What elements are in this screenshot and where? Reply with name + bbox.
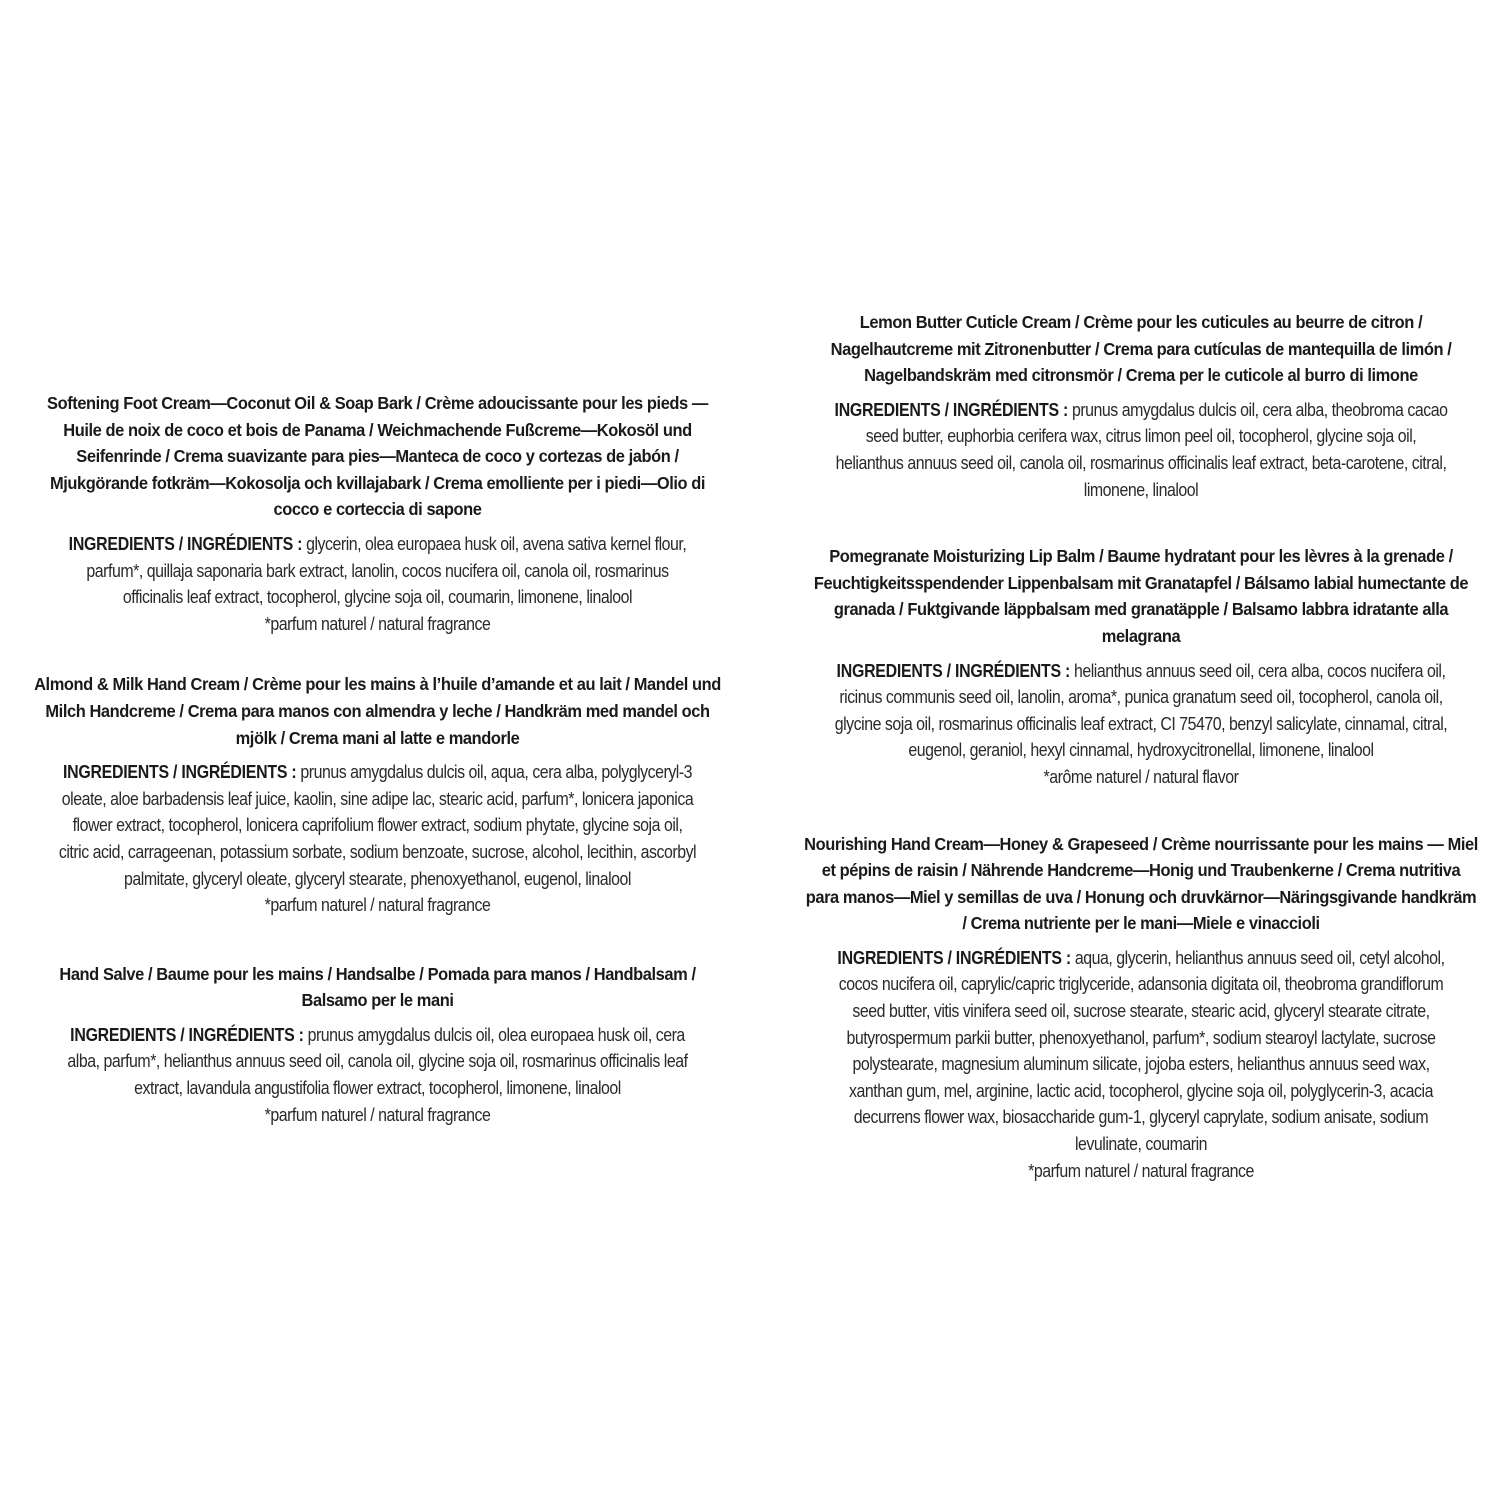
ingredients-list: aqua, glycerin, helianthus annuus seed oil, cetyl alcohol, cocos nucifera oil, caprylic/capric triglyceride, adansonia digitata oil, theobroma grandiflorum seed butter, vitis vinifera seed oil, sucrose stearate, stearic acid, glyceryl stearate citrate, butyrospermum parkii butter, phenoxyethanol, parfum*, sodium stearoyl lactylate, sucrose polystearate, magnesium aluminum silicate, jojoba esters, helianthus annuus seed wax, xanthan gum, mel, arginine, lactic acid, tocopherol, glycine soja oil, polyglycerin-3, acacia decurrens flower wax, biosaccharide gum-1, glyceryl caprylate, sodium anisate, sodium levulinate, coumarin (838, 946, 1445, 1155)
product-title: Nourishing Hand Cream—Honey & Grapeseed / Crème nourrissante pour les mains — Miel et pépins de raisin / Nährende Handcreme—Honig und Traubenkerne / Crema nutritiva para manos—Miel y semillas de uva / Honung och druvkärnor—Näringsgivande handkräm / Crema nutriente per le mani—Miele e vinaccioli (804, 833, 1478, 934)
ingredients-text (57, 531, 698, 611)
product-block-cuticle-cream (782, 309, 1500, 503)
ingredients-text (57, 759, 698, 892)
product-title: Lemon Butter Cuticle Cream / Crème pour les cuticules au beurre de citron / Nagelhautcreme mit Zitronenbutter / Crema para cutículas de mantequilla de limón / Nagelbandskräm med citronsmör / Crema per le cuticole al burro di limone (830, 312, 1452, 386)
ingredients-label: INGREDIENTS / INGRÉDIENTS : (834, 398, 1069, 420)
ingredients-label: INGREDIENTS / INGRÉDIENTS : (68, 532, 303, 554)
product-title: Pomegranate Moisturizing Lip Balm / Baume hydratant pour les lèvres à la grenade / Feuchtigkeitsspendender Lippenbalsam mit Granatapfel / Bálsamo labial humectante de granada / Fuktgivande läppbalsam med granatäpple / Balsamo labbra idratante alla melagrana (813, 546, 1469, 646)
product-title: Softening Foot Cream—Coconut Oil & Soap Bark / Crème adoucissante pour les pieds — Huile de noix de coco et bois de Panama / Weichmachende Fußcreme—Kokosöl und Seifenrinde / Crema suavizante para pies—Manteca de coco y cortezas de jabón / Mjukgörande fotkräm—Kokosolja och kvillajabark / Crema emolliente per i piedi—Olio di cocco e corteccia di sapone (47, 393, 708, 520)
product-block-hand-salve (5, 961, 750, 1129)
ingredients-text (57, 1022, 698, 1102)
product-title: Hand Salve / Baume pour les mains / Handsalbe / Pomada para manos / Handbalsam / Balsamo per le mani (59, 963, 696, 1011)
ingredients-label: INGREDIENTS / INGRÉDIENTS : (836, 659, 1071, 681)
product-title: Almond & Milk Hand Cream / Crème pour les mains à l’huile d’amande et au lait / Mandel und Milch Handcreme / Crema para manos con almendra y leche / Handkräm med mandel och mjölk / Crema mani al latte e mandorle (34, 674, 721, 748)
ingredients-list: helianthus annuus seed oil, cera alba, cocos nucifera oil, ricinus communis seed oil, lanolin, aroma*, punica granatum seed oil, tocopherol, canola oil, glycine soja oil, rosmarinus officinalis leaf extract, CI 75470, benzyl salicylate, cinnamal, citral, eugenol, geraniol, hexyl cinnamal, hydroxycitronellal, limonene, linalool (834, 659, 1448, 761)
flavor-note: *arôme naturel / natural flavor (1043, 765, 1239, 787)
fragrance-note: *parfum naturel / natural fragrance (264, 894, 491, 916)
ingredients-list: prunus amygdalus dulcis oil, aqua, cera alba, polyglyceryl-3 oleate, aloe barbadensis leaf juice, kaolin, sine adipe lac, stearic acid, parfum*, lonicera japonica flower extract, tocopherol, lonicera caprifolium flower extract, sodium phytate, glycine soja oil, citric acid, carrageenan, potassium sorbate, sodium benzoate, sucrose, alcohol, lecithin, ascorbyl palmitate, glyceryl oleate, glyceryl stearate, phenoxyethanol, eugenol, linalool (58, 761, 697, 889)
ingredients-list: glycerin, olea europaea husk oil, avena sativa kernel flour, parfum*, quillaja saponaria bark extract, lanolin, cocos nucifera oil, canola oil, rosmarinus officinalis leaf extract, tocopherol, glycine soja oil, coumarin, limonene, linalool (86, 532, 687, 608)
fragrance-note: *parfum naturel / natural fragrance (264, 1103, 491, 1125)
ingredients-list: prunus amygdalus dulcis oil, cera alba, theobroma cacao seed butter, euphorbia cerifera wax, citrus limon peel oil, tocopherol, glycine soja oil, helianthus annuus seed oil, canola oil, rosmarinus officinalis leaf extract, beta-carotene, citral, limonene, linalool (835, 398, 1448, 500)
ingredients-text (832, 397, 1449, 503)
ingredients-text (832, 658, 1449, 764)
fragrance-note: *parfum naturel / natural fragrance (264, 612, 491, 634)
product-block-lip-balm (782, 543, 1500, 790)
right-column (782, 309, 1500, 1184)
fragrance-note: *parfum naturel / natural fragrance (1028, 1159, 1254, 1181)
product-block-foot-cream (5, 390, 750, 637)
ingredients-label: INGREDIENTS / INGRÉDIENTS : (837, 946, 1071, 968)
ingredients-label: INGREDIENTS / INGRÉDIENTS : (62, 761, 297, 783)
product-block-nourishing-hand-cream (782, 831, 1500, 1185)
ingredients-list: prunus amygdalus dulcis oil, olea europaea husk oil, cera alba, parfum*, helianthus annuus seed oil, canola oil, glycine soja oil, rosmarinus officinalis leaf extract, lavandula angustifolia flower extract, tocopherol, limonene, linalool (67, 1023, 688, 1099)
ingredients-label: INGREDIENTS / INGRÉDIENTS : (70, 1023, 304, 1045)
ingredients-text (832, 945, 1449, 1158)
left-column (5, 390, 750, 1128)
product-block-almond-milk-hand-cream (5, 671, 750, 918)
